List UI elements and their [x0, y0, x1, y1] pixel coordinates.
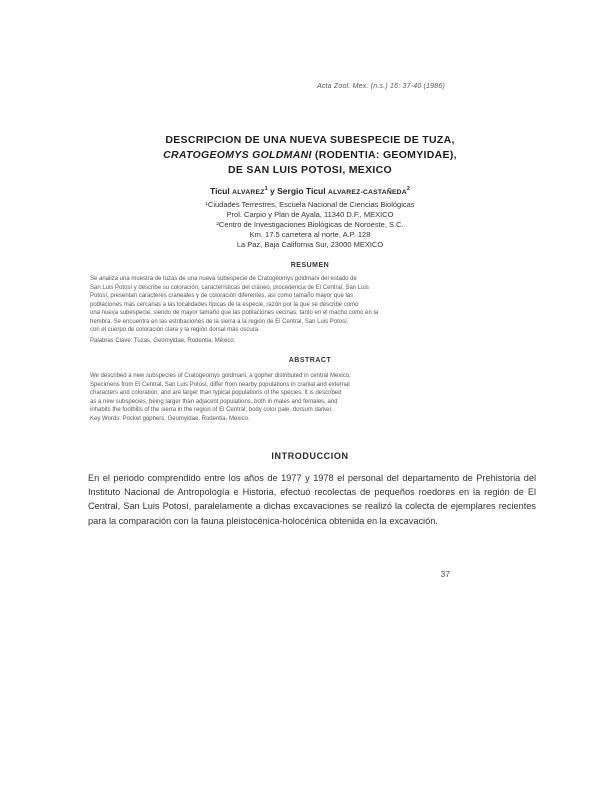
author-1-sup: 1 [264, 186, 268, 193]
affiliation-5: La Paz, Baja California Sur, 23000 MEXICO [236, 240, 384, 249]
affiliation-2: Prol. Carpio y Plan de Ayala, 11340 D.F., MEXICO [226, 210, 394, 219]
resumen-line: San Luis Potosí y describe su coloración, características del cráneo, procedencia de El Central, San Luis [90, 284, 369, 291]
author-1-last: ALVAREZ [232, 189, 265, 196]
affiliation-4: Km. 17.5 carretera al norte, A.P. 128 [249, 230, 371, 239]
abstract-line: Specimens from El Central, San Luis Potosí, differ from nearby populations in cranial and external [90, 381, 350, 388]
resumen-line: Potosí, presentan caracteres craneales y de coloración diferentes, así como tamaño mayor que las [90, 293, 354, 299]
author-2-last: ALVAREZ-CASTAÑEDA [327, 189, 407, 196]
journal-reference: Acta Zool. Mex. (n.s.) 16: 37-40 (1986) [316, 83, 445, 90]
intro-heading: INTRODUCCION [271, 451, 349, 461]
title-line-2-rest: (RODENTIA: GEOMYIDAE), [311, 149, 457, 161]
title-line-1: DESCRIPCION DE UNA NUEVA SUBESPECIE DE TUZA, [165, 134, 455, 146]
page-number: 37 [440, 569, 450, 579]
species-name: CRATOGEOMYS GOLDMANI [163, 149, 312, 161]
resumen-heading: RESUMEN [290, 262, 330, 269]
resumen-line: una nueva subespecie, siendo de mayor tamaño que las poblaciones vecinas, tanto en el macho como en la [90, 310, 379, 316]
affiliation-3: ²Centro de Investigaciones Biológicas de Noroeste, S.C. [216, 220, 404, 229]
abstract-line: characters and coloration, and are larger than typical populations of the species. It is described [90, 390, 342, 396]
affiliation-1: ¹Ciudades Terrestres, Escuela Nacional de Ciencias Biológicas [205, 200, 415, 209]
abstract-line: as a new subspecies, being larger than adjacent populations, both in males and females, and [90, 398, 338, 405]
abstract-heading: ABSTRACT [288, 357, 332, 364]
resumen-line: con el cuerpo de coloración clara y la región dorsal más oscura. [90, 327, 260, 333]
author-conj: y [267, 186, 278, 196]
abstract-body [90, 372, 535, 423]
resumen-body [90, 275, 535, 335]
resumen-line: poblaciones más cercanas a las localidades típicas de la especie, razón por la que se describe como [90, 301, 359, 308]
author-2-first: Sergio Ticul [277, 186, 326, 196]
author-1-first: Ticul [210, 186, 230, 196]
resumen-line: hembra. Se encuentra en las estribaciones de la sierra a la región de El Central, San Luis Potosí, [90, 318, 349, 325]
resumen-line: Se analiza una muestra de tuzas de una nueva subespecie de Cratogeomys goldmani del estado de [90, 276, 357, 282]
author-line [140, 186, 480, 196]
title-line-3: DE SAN LUIS POTOSI, MEXICO [228, 164, 392, 176]
abstract-line: inhabits the foothills of the sierra in the region of El Central; body color pale, dorsum darker. [90, 407, 333, 413]
author-2-sup: 2 [406, 186, 410, 193]
resumen-keywords: Palabras Clave: Tuzas, Geomyidae, Rodentia, México. [90, 338, 236, 344]
intro-paragraph: En el periodo comprendido entre los años de 1977 y 1978 el personal del departamento de Prehistoria del Instituto Nacional de Antropología e Historia, efectuó recolectas de pequeños roedores en la región de El Central, San Luis Potosí, paralelamente a dichas excavaciones se realizó la colecta de ejemplares recientes para la comparación con la fauna pleistocénica-holocénica obtenida en la excavación. [88, 473, 536, 526]
abstract-keywords: Key Words: Pocket gophers, Geomyidae, Rodentia, Mexico. [90, 415, 250, 422]
abstract-line: We described a new subspecies of Cratogeomys goldmani, a gopher distributed in central Mexico. [90, 373, 351, 379]
title-line-2 [100, 149, 520, 161]
